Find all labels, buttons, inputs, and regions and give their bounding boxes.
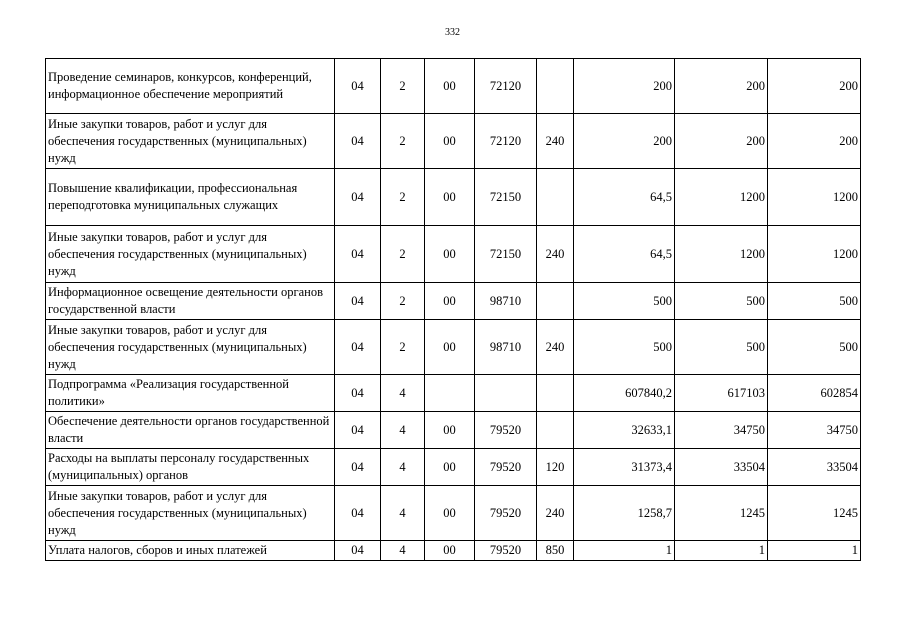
code-direction-cell: 79520 xyxy=(475,412,537,449)
expense-type-cell: 240 xyxy=(537,114,574,169)
code-direction-cell xyxy=(475,375,537,412)
table-row xyxy=(46,449,861,486)
amount-cell-1: 200 xyxy=(574,59,675,114)
amount-cell-2: 200 xyxy=(675,59,768,114)
code-section-cell: 04 xyxy=(335,449,381,486)
amount-cell-3: 200 xyxy=(768,114,861,169)
amount-cell-2: 1245 xyxy=(675,486,768,541)
item-name-cell: Информационное освещение деятельности органов государственной власти xyxy=(46,283,335,320)
expense-type-cell xyxy=(537,412,574,449)
table-row xyxy=(46,486,861,541)
code-subprogram-cell: 00 xyxy=(425,226,475,283)
table-row xyxy=(46,283,861,320)
expense-type-cell xyxy=(537,283,574,320)
amount-cell-1: 64,5 xyxy=(574,169,675,226)
code-program-cell: 4 xyxy=(381,375,425,412)
code-program-cell: 4 xyxy=(381,541,425,561)
expense-type-cell xyxy=(537,59,574,114)
code-program-cell: 2 xyxy=(381,226,425,283)
amount-cell-1: 200 xyxy=(574,114,675,169)
code-program-cell: 2 xyxy=(381,320,425,375)
amount-cell-3: 1200 xyxy=(768,169,861,226)
table-row xyxy=(46,169,861,226)
code-subprogram-cell: 00 xyxy=(425,320,475,375)
expense-type-cell: 240 xyxy=(537,320,574,375)
amount-cell-2: 200 xyxy=(675,114,768,169)
code-section-cell: 04 xyxy=(335,59,381,114)
code-subprogram-cell: 00 xyxy=(425,283,475,320)
code-subprogram-cell: 00 xyxy=(425,541,475,561)
code-section-cell: 04 xyxy=(335,320,381,375)
amount-cell-2: 617103 xyxy=(675,375,768,412)
item-name-cell: Проведение семинаров, конкурсов, конференций, информационное обеспечение мероприятий xyxy=(46,59,335,114)
item-name-cell: Обеспечение деятельности органов государственной власти xyxy=(46,412,335,449)
amount-cell-3: 602854 xyxy=(768,375,861,412)
amount-cell-1: 500 xyxy=(574,320,675,375)
expense-type-cell xyxy=(537,169,574,226)
amount-cell-3: 500 xyxy=(768,320,861,375)
amount-cell-2: 500 xyxy=(675,320,768,375)
code-subprogram-cell: 00 xyxy=(425,486,475,541)
item-name-cell: Иные закупки товаров, работ и услуг для обеспечения государственных (муниципальных) нужд xyxy=(46,320,335,375)
code-subprogram-cell: 00 xyxy=(425,114,475,169)
code-program-cell: 4 xyxy=(381,412,425,449)
amount-cell-2: 1200 xyxy=(675,169,768,226)
amount-cell-1: 31373,4 xyxy=(574,449,675,486)
code-program-cell: 4 xyxy=(381,486,425,541)
amount-cell-1: 1 xyxy=(574,541,675,561)
page-number: 332 xyxy=(445,27,460,38)
code-direction-cell: 98710 xyxy=(475,320,537,375)
amount-cell-2: 500 xyxy=(675,283,768,320)
code-subprogram-cell: 00 xyxy=(425,59,475,114)
amount-cell-3: 1200 xyxy=(768,226,861,283)
item-name-cell: Иные закупки товаров, работ и услуг для обеспечения государственных (муниципальных) нужд xyxy=(46,114,335,169)
amount-cell-3: 1 xyxy=(768,541,861,561)
code-program-cell: 4 xyxy=(381,449,425,486)
amount-cell-3: 34750 xyxy=(768,412,861,449)
amount-cell-3: 200 xyxy=(768,59,861,114)
code-program-cell: 2 xyxy=(381,114,425,169)
item-name-cell: Расходы на выплаты персоналу государственных (муниципальных) органов xyxy=(46,449,335,486)
amount-cell-2: 1200 xyxy=(675,226,768,283)
item-name-cell: Иные закупки товаров, работ и услуг для обеспечения государственных (муниципальных) нужд xyxy=(46,226,335,283)
amount-cell-1: 500 xyxy=(574,283,675,320)
table-row xyxy=(46,114,861,169)
item-name-cell: Повышение квалификации, профессиональная переподготовка муниципальных служащих xyxy=(46,169,335,226)
item-name-cell: Иные закупки товаров, работ и услуг для обеспечения государственных (муниципальных) нужд xyxy=(46,486,335,541)
table-row xyxy=(46,412,861,449)
amount-cell-2: 33504 xyxy=(675,449,768,486)
table-row xyxy=(46,320,861,375)
amount-cell-1: 64,5 xyxy=(574,226,675,283)
code-section-cell: 04 xyxy=(335,412,381,449)
table-row xyxy=(46,59,861,114)
table-row xyxy=(46,226,861,283)
code-program-cell: 2 xyxy=(381,59,425,114)
table-row xyxy=(46,541,861,561)
code-section-cell: 04 xyxy=(335,541,381,561)
code-direction-cell: 98710 xyxy=(475,283,537,320)
code-section-cell: 04 xyxy=(335,375,381,412)
code-subprogram-cell: 00 xyxy=(425,412,475,449)
expense-type-cell: 240 xyxy=(537,486,574,541)
code-section-cell: 04 xyxy=(335,226,381,283)
table-row xyxy=(46,375,861,412)
expense-type-cell: 120 xyxy=(537,449,574,486)
code-direction-cell: 79520 xyxy=(475,486,537,541)
item-name-cell: Уплата налогов, сборов и иных платежей xyxy=(46,541,335,561)
code-direction-cell: 72120 xyxy=(475,59,537,114)
item-name-cell: Подпрограмма «Реализация государственной политики» xyxy=(46,375,335,412)
code-program-cell: 2 xyxy=(381,169,425,226)
code-section-cell: 04 xyxy=(335,114,381,169)
amount-cell-3: 500 xyxy=(768,283,861,320)
code-direction-cell: 72120 xyxy=(475,114,537,169)
amount-cell-1: 607840,2 xyxy=(574,375,675,412)
expense-type-cell xyxy=(537,375,574,412)
code-subprogram-cell xyxy=(425,375,475,412)
code-subprogram-cell: 00 xyxy=(425,169,475,226)
amount-cell-1: 32633,1 xyxy=(574,412,675,449)
code-program-cell: 2 xyxy=(381,283,425,320)
amount-cell-1: 1258,7 xyxy=(574,486,675,541)
amount-cell-2: 1 xyxy=(675,541,768,561)
code-section-cell: 04 xyxy=(335,283,381,320)
amount-cell-3: 33504 xyxy=(768,449,861,486)
code-section-cell: 04 xyxy=(335,169,381,226)
code-section-cell: 04 xyxy=(335,486,381,541)
code-direction-cell: 79520 xyxy=(475,541,537,561)
expense-type-cell: 850 xyxy=(537,541,574,561)
amount-cell-3: 1245 xyxy=(768,486,861,541)
code-direction-cell: 72150 xyxy=(475,226,537,283)
expense-type-cell: 240 xyxy=(537,226,574,283)
code-direction-cell: 79520 xyxy=(475,449,537,486)
budget-table xyxy=(45,58,861,561)
amount-cell-2: 34750 xyxy=(675,412,768,449)
code-direction-cell: 72150 xyxy=(475,169,537,226)
code-subprogram-cell: 00 xyxy=(425,449,475,486)
